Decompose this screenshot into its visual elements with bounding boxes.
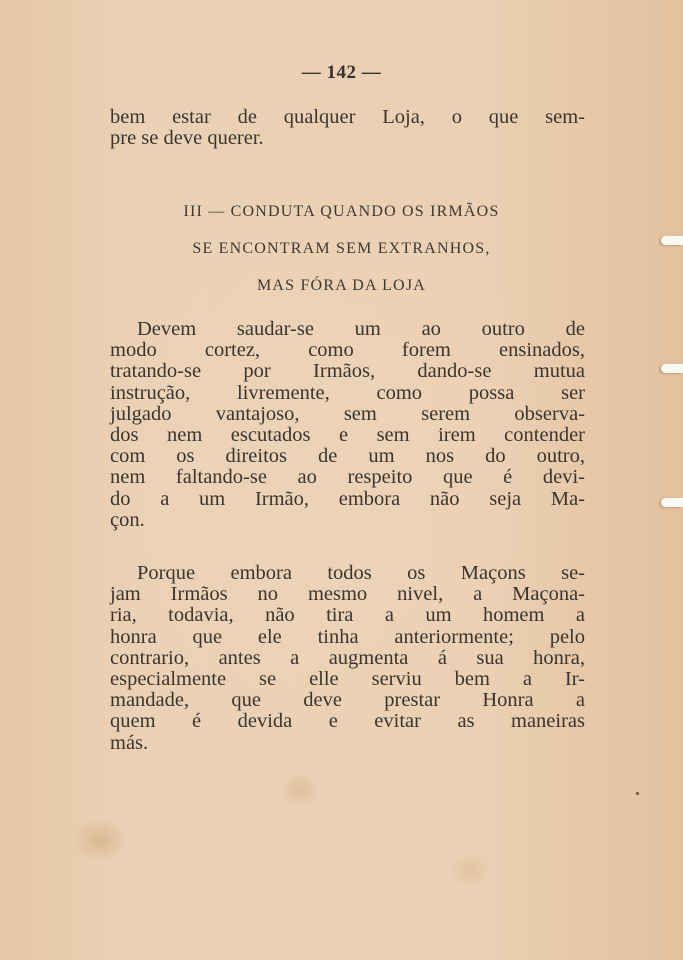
- text-line: instrução, livremente, como possa ser: [110, 381, 585, 404]
- binding-hole: [661, 498, 683, 507]
- text-line: Porque embora todos os Maçons se-: [137, 562, 585, 584]
- text-line: tratando-se por Irmãos, dando-se mutua: [110, 360, 585, 383]
- text-line: modo cortez, como forem ensinados,: [110, 339, 585, 362]
- text-line: çon.: [110, 508, 145, 531]
- text-line: julgado vantajoso, sem serem observa-: [110, 402, 585, 425]
- text-line: ria, todavia, não tira a um homem a: [110, 604, 585, 627]
- text-line: bem estar de qualquer Loja, o que sem-: [110, 106, 585, 128]
- body-paragraph-2: [110, 563, 585, 754]
- page-number: — 142 —: [301, 62, 382, 83]
- section-heading: [0, 193, 683, 304]
- body-paragraph-1: [110, 319, 585, 531]
- text-line: más.: [110, 731, 149, 754]
- text-line: com os direitos de um nos do outro,: [110, 445, 585, 468]
- continuation-paragraph: [110, 107, 585, 149]
- text-line: contrario, antes a augmenta á sua honra,: [110, 646, 585, 669]
- binding-hole: [661, 364, 683, 373]
- ink-speck: [636, 792, 639, 795]
- text-line: pre se deve querer.: [110, 127, 264, 150]
- heading-line: MAS FÓRA DA LOJA: [256, 277, 426, 294]
- text-line: jam Irmãos no mesmo nivel, a Maçona-: [110, 583, 585, 606]
- text-line: nem faltando-se ao respeito que é devi-: [110, 466, 585, 489]
- text-line: Devem saudar-se um ao outro de: [137, 318, 585, 340]
- text-line: quem é devida e evitar as maneiras: [110, 710, 585, 733]
- text-line: honra que ele tinha anteriormente; pelo: [110, 625, 585, 648]
- heading-line: III — CONDUTA QUANDO OS IRMÃOS: [183, 203, 500, 220]
- heading-line: SE ENCONTRAM SEM EXTRANHOS,: [192, 240, 491, 257]
- text-line: do a um Irmão, embora não seja Ma-: [110, 487, 585, 510]
- text-line: mandade, que deve prestar Honra a: [110, 689, 585, 712]
- text-line: dos nem escutados e sem irem contender: [110, 423, 585, 446]
- text-line: especialmente se elle serviu bem a Ir-: [110, 667, 585, 690]
